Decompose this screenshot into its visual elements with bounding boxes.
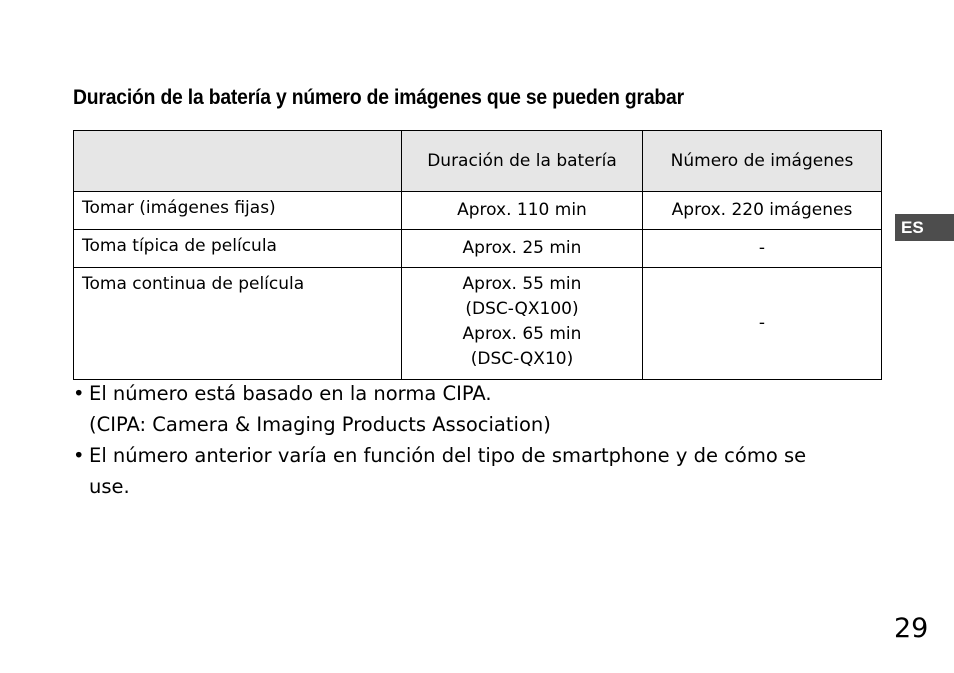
note-item — [73, 440, 873, 502]
language-tab-es: ES — [895, 214, 954, 241]
row-label: Toma típica de película — [74, 230, 402, 268]
notes-list — [73, 378, 873, 502]
page-title: Duración de la batería y número de imágenes que se pueden grabar — [73, 86, 684, 109]
note-line: (CIPA: Camera & Imaging Products Association) — [89, 413, 551, 436]
table-row — [74, 192, 882, 230]
header-duration: Duración de la batería — [402, 131, 643, 192]
note-line: El número está basado en la norma CIPA. — [89, 382, 492, 405]
duration-line: (DSC-QX10) — [470, 349, 574, 369]
row-label: Toma continua de película — [74, 268, 402, 380]
battery-table — [73, 130, 882, 380]
note-line: El número anterior varía en función del tipo de smartphone y de cómo se — [89, 444, 807, 467]
table-row — [74, 268, 882, 380]
duration-cell: Aprox. 110 min — [402, 192, 643, 230]
header-image-count: Número de imágenes — [643, 131, 882, 192]
count-cell: - — [643, 230, 882, 268]
duration-line: Aprox. 65 min — [462, 324, 582, 344]
page-number: 29 — [894, 613, 929, 644]
count-cell: Aprox. 220 imágenes — [643, 192, 882, 230]
row-label: Tomar (imágenes fijas) — [74, 192, 402, 230]
duration-line: Aprox. 55 min — [462, 274, 582, 294]
header-empty-cell — [74, 131, 402, 192]
bullet-icon: • — [73, 382, 85, 405]
duration-cell: Aprox. 25 min — [402, 230, 643, 268]
note-item — [73, 378, 873, 440]
count-cell: - — [643, 268, 882, 380]
duration-cell — [402, 268, 643, 380]
bullet-icon: • — [73, 444, 85, 467]
table-row — [74, 230, 882, 268]
table-header-row — [74, 131, 882, 192]
note-line: use. — [89, 475, 130, 498]
duration-line: (DSC-QX100) — [465, 299, 579, 319]
